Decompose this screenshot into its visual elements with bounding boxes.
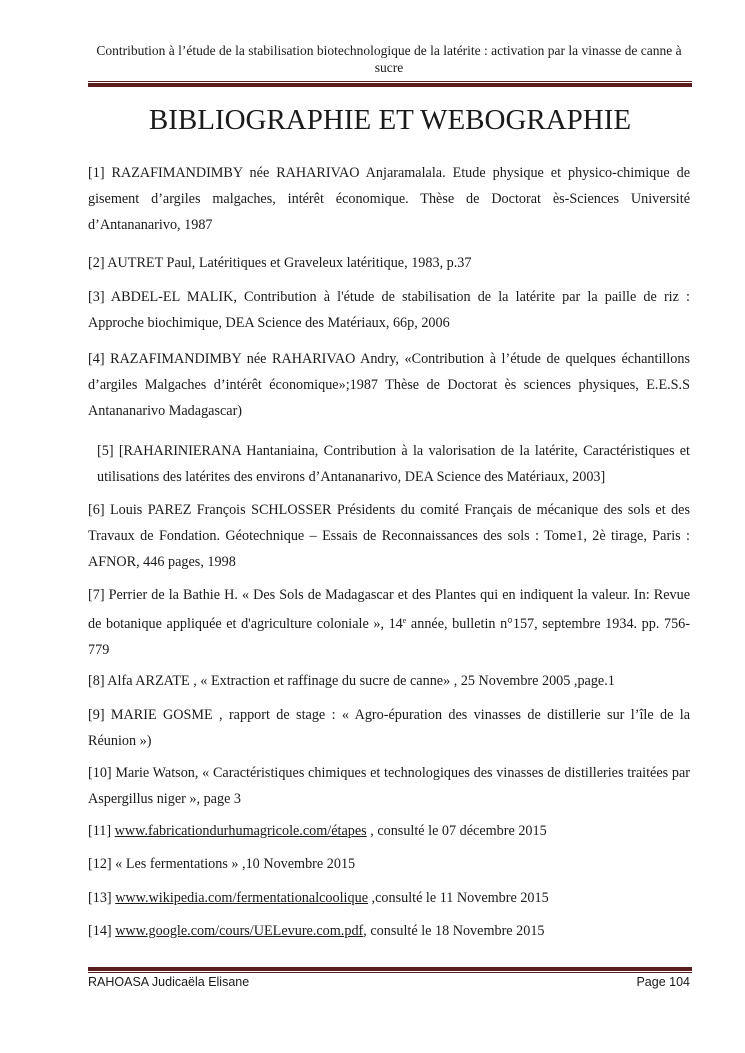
reference-6-text: [6] Louis PAREZ François SCHLOSSER Présidents du comité Français de mécanique des sols et des Travaux de Fondation. Géotechnique – Essais de Reconnaissances des sols : Tome1, 2è tirage, Paris : AFNOR, 446 pages, 1998 <box>88 502 690 570</box>
reference-1-text: [1] RAZAFIMANDIMBY née RAHARIVAO Anjaramalala. Etude physique et physico-chimique de gisement d’argiles malgaches, intérêt économique. Thèse de Doctorat ès-Sciences Université d’Antananarivo, 1987 <box>88 165 690 233</box>
reference-10-text: [10] Marie Watson, « Caractéristiques chimiques et technologiques des vinasses de distilleries traitées par Aspergillus niger », page 3 <box>88 765 690 807</box>
running-header: Contribution à l’étude de la stabilisation biotechnologique de la latérite : activation par la vinasse de canne à sucre <box>96 43 682 75</box>
reference-11-link[interactable]: www.fabricationdurhumagricole.com/étapes <box>114 823 367 839</box>
reference-14-text-after: , consulté le 18 Novembre 2015 <box>363 923 545 939</box>
reference-14-link[interactable]: www.google.com/cours/UELevure.com.pdf <box>115 923 364 939</box>
reference-2 <box>88 250 690 276</box>
reference-4-text: [4] RAZAFIMANDIMBY née RAHARIVAO Andry, «Contribution à l’étude de quelques échantillons d’argiles Malgaches d’intérêt économique»;1987 Thèse de Doctorat ès sciences physiques, E.E.S.S Antananarivo Madagascar) <box>88 351 690 419</box>
reference-14-text <box>88 918 690 944</box>
reference-11 <box>88 818 690 844</box>
reference-12-text: [12] « Les fermentations » ,10 Novembre 2015 <box>88 856 356 872</box>
reference-7 <box>88 582 690 663</box>
reference-1 <box>88 160 690 238</box>
footer-author: RAHOASA Judicaëla Elisane <box>88 975 250 989</box>
footer-page-number: Page 104 <box>636 975 690 989</box>
footer-rule <box>88 972 692 973</box>
reference-6 <box>88 497 690 575</box>
reference-3-text: [3] ABDEL-EL MALIK, Contribution à l'étude de stabilisation de la latérite par la paille de riz : Approche biochimique, DEA Science des Matériaux, 66p, 2006 <box>88 289 690 331</box>
header-rule-thick <box>88 83 692 87</box>
reference-11-number: [11] <box>88 823 115 839</box>
reference-13-text-after: ,consulté le 11 Novembre 2015 <box>368 890 549 906</box>
footer-rule-thick <box>88 967 692 971</box>
reference-7-text <box>88 582 690 663</box>
reference-8-text: [8] Alfa ARZATE , « Extraction et raffinage du sucre de canne» , 25 Novembre 2005 ,page.1 <box>88 673 615 689</box>
page-title: BIBLIOGRAPHIE ET WEBOGRAPHIE <box>148 104 632 136</box>
reference-11-text <box>88 818 690 844</box>
reference-13-text <box>88 885 690 911</box>
reference-13-number: [13] <box>88 890 116 906</box>
reference-4 <box>88 346 690 424</box>
reference-14-number: [14] <box>88 923 116 939</box>
reference-5 <box>97 438 690 490</box>
reference-11-text-after: , consulté le 07 décembre 2015 <box>366 823 547 839</box>
reference-8 <box>88 668 690 694</box>
reference-9-text: [9] MARIE GOSME , rapport de stage : « Agro-épuration des vinasses de distillerie sur l’île de la Réunion ») <box>88 707 690 749</box>
reference-13 <box>88 885 690 911</box>
reference-7-text-before: [7] Perrier de la Bathie H. « Des Sols de Madagascar et des Plantes qui en indiquent la valeur. In: Revue de botanique appliquée et d'agriculture coloniale », 14 <box>88 587 690 632</box>
reference-12 <box>88 851 690 877</box>
reference-10 <box>88 760 690 812</box>
reference-2-text: [2] AUTRET Paul, Latéritiques et Graveleux latéritique, 1983, p.37 <box>88 255 472 271</box>
reference-7-superscript: e <box>402 616 407 625</box>
header-rule <box>88 81 692 82</box>
reference-7-text-after: année, bulletin n°157, septembre 1934. pp. 756-779 <box>88 616 690 658</box>
reference-14 <box>88 918 690 944</box>
reference-13-link[interactable]: www.wikipedia.com/fermentationalcoolique <box>115 890 368 906</box>
reference-9 <box>88 702 690 754</box>
reference-5-text: [5] [RAHARINIERANA Hantaniaina, Contribution à la valorisation de la latérite, Caractéristiques et utilisations des latérites des environs d’Antananarivo, DEA Science des Matériaux, 2003] <box>97 443 690 485</box>
reference-3 <box>88 284 690 336</box>
